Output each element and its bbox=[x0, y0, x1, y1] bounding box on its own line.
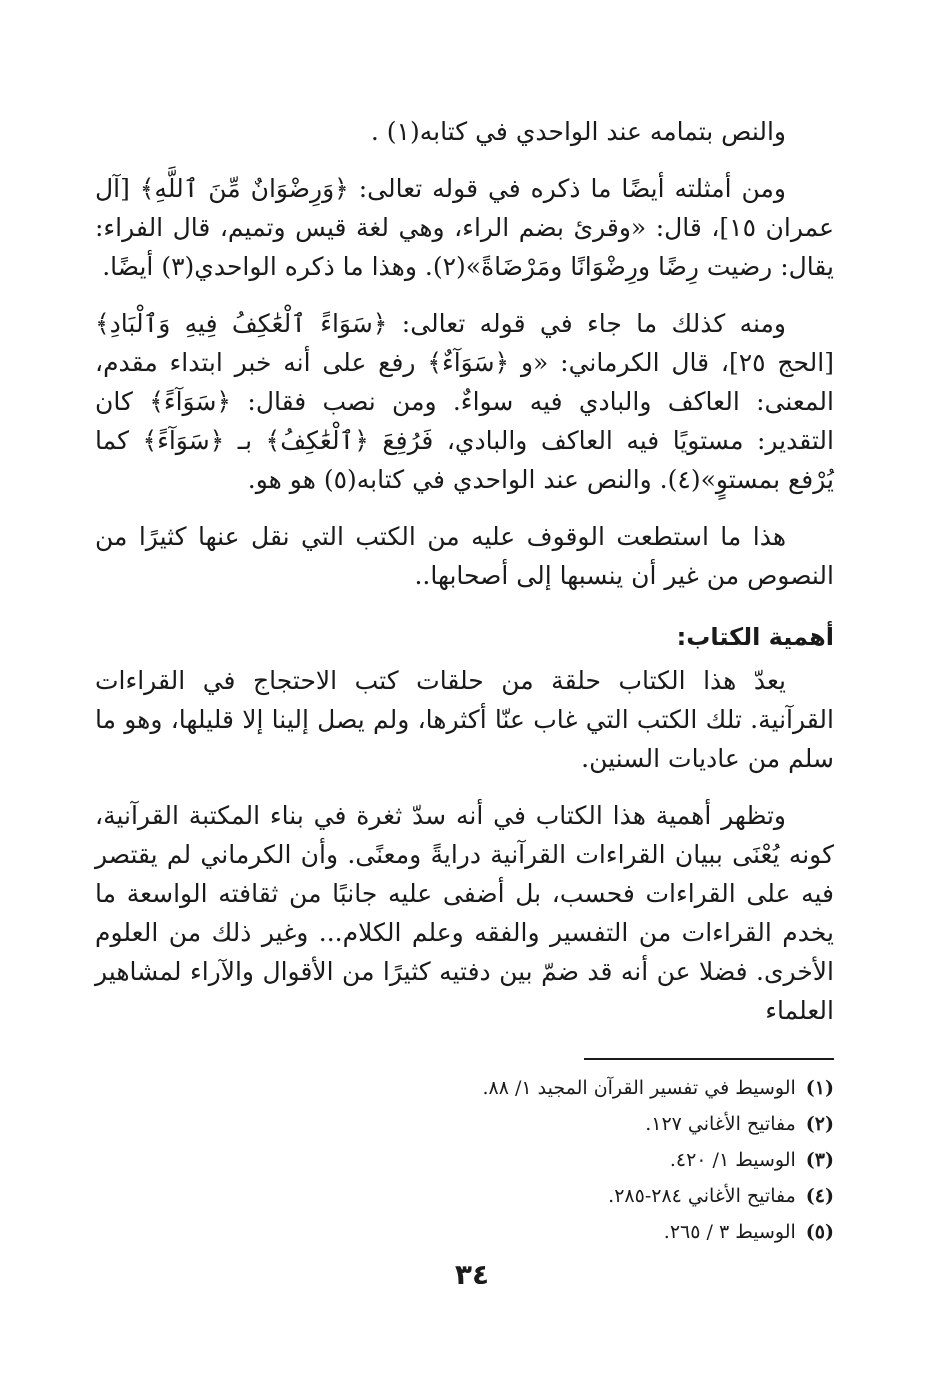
footnote-5 bbox=[95, 1214, 834, 1250]
footnote-number: (١) bbox=[805, 1077, 834, 1099]
paragraph-3: ومنه كذلك ما جاء في قوله تعالى: ﴿سَوَاءً ٱلْعَٰكِفُ فِيهِ وَٱلْبَادِ﴾ [الحج ٢٥]، قال الكرماني: «و ﴿سَوَآءٌ﴾ رفع على أنه خبر ابتداء مقدم، المعنى: العاكف والبادي فيه سواءٌ. ومن نصب فقال: ﴿سَوَآءً﴾ كان التقدير: مستويًا فيه العاكف والبادي، فَرُفِعَ ﴿ٱلْعَٰكِفُ﴾ بـ ﴿سَوَآءً﴾ كما يُرْفع بمستوٍ»(٤). والنص عند الواحدي في كتابه(٥) هو هو. bbox=[95, 309, 834, 494]
footnote-text: الوسيط ١/ ٤٢٠. bbox=[669, 1149, 796, 1171]
footnote-text: الوسيط في تفسير القرآن المجيد ١/ ٨٨. bbox=[482, 1077, 796, 1099]
footnote-number: (٥) bbox=[805, 1221, 834, 1243]
paragraph-5: يعدّ هذا الكتاب حلقة من حلقات كتب الاحتجاج في القراءات القرآنية. تلك الكتب التي غاب عنّا أكثرها، ولم يصل إلينا إلا قليلها، وهو ما سلم من عاديات السنين. bbox=[95, 666, 834, 773]
page-body bbox=[95, 112, 834, 1030]
footnote-text: الوسيط ٣ / ٢٦٥. bbox=[663, 1221, 796, 1243]
footnote-1 bbox=[95, 1070, 834, 1106]
footnote-divider bbox=[584, 1058, 834, 1060]
footnote-4 bbox=[95, 1178, 834, 1214]
section-heading: أهمية الكتاب: bbox=[676, 623, 834, 651]
footnote-3 bbox=[95, 1142, 834, 1178]
footnote-number: (٢) bbox=[805, 1113, 834, 1135]
footnote-number: (٣) bbox=[805, 1149, 834, 1171]
paragraph-2: ومن أمثلته أيضًا ما ذكره في قوله تعالى: ﴿وَرِضْوَانٌ مِّنَ ٱللَّهِ﴾ [آل عمران ١٥]، قال: «وقرئ بضم الراء، وهي لغة قيس وتميم، قال الفراء: يقال: رضيت رِضًا ورِضْوَانًا ومَرْضَاةً»(٢). وهذا ما ذكره الواحدي(٣) أيضًا. bbox=[95, 174, 834, 281]
paragraph-1: والنص بتمامه عند الواحدي في كتابه(١) . bbox=[370, 117, 786, 146]
paragraph-6: وتظهر أهمية هذا الكتاب في أنه سدّ ثغرة في بناء المكتبة القرآنية، كونه يُعْنَى ببيان القراءات القرآنية درايةً ومعنًى. وأن الكرماني لم يقتصر فيه على القراءات فحسب، بل أضفى عليه جانبًا من ثقافته الواسعة ما يخدم القراءات من التفسير والفقه وعلم الكلام... وغير ذلك من العلوم الأخرى. فضلا عن أنه قد ضمّ بين دفتيه كثيرًا من الأقوال والآراء لمشاهير العلماء bbox=[95, 801, 834, 1025]
footnote-2 bbox=[95, 1106, 834, 1142]
paragraph-4: هذا ما استطعت الوقوف عليه من الكتب التي نقل عنها كثيرًا من النصوص من غير أن ينسبها إلى أصحابها.. bbox=[95, 522, 834, 590]
footnote-number: (٤) bbox=[805, 1185, 834, 1207]
page-number: ٣٤ bbox=[454, 1258, 490, 1291]
footnote-text: مفاتيح الأغاني ٢٨٤-٢٨٥. bbox=[608, 1185, 796, 1207]
footnote-text: مفاتيح الأغاني ١٢٧. bbox=[645, 1113, 796, 1135]
footnotes bbox=[95, 1070, 834, 1250]
